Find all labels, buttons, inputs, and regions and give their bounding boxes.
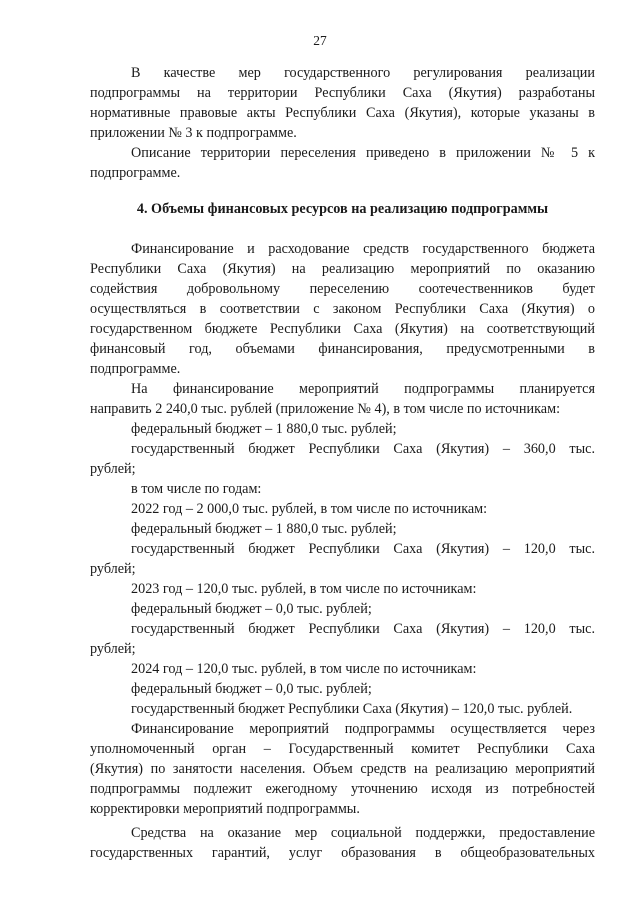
text-line: подпрограммы на территории Республики Саха (Якутия) разработаны (90, 85, 595, 101)
text-line: рублей; (90, 461, 136, 477)
text-line: государственный бюджет Республики Саха (Якутия) – 120,0 тыс. (131, 621, 595, 637)
text-line: Финансирование мероприятий подпрограммы осуществляется через (131, 721, 595, 737)
text-line: финансовый год, объемами финансирования, предусмотренными в (90, 341, 595, 357)
text-line: государственный бюджет Республики Саха (Якутия) – 360,0 тыс. (131, 441, 595, 457)
page-number: 27 (313, 33, 327, 48)
text-line: корректировки мероприятий подпрограммы. (90, 801, 360, 817)
text-line: рублей; (90, 561, 136, 577)
text-line: Республики Саха (Якутия) на реализацию мероприятий по оказанию (90, 261, 595, 277)
text-line: в том числе по годам: (131, 481, 262, 497)
text-line: федеральный бюджет – 0,0 тыс. рублей; (131, 681, 372, 697)
text-line: В качестве мер государственного регулирования реализации (131, 65, 595, 81)
text-line: осуществляться в соответствии с законом Республики Саха (Якутия) о (90, 301, 595, 317)
text-line: 2023 год – 120,0 тыс. рублей, в том числе по источникам: (131, 581, 477, 597)
text-line: уполномоченный орган – Государственный комитет Республики Саха (90, 741, 595, 757)
text-line: рублей; (90, 641, 136, 657)
text-line: федеральный бюджет – 1 880,0 тыс. рублей; (131, 521, 397, 537)
text-line: (Якутия) по занятости населения. Объем средств на реализацию мероприятий (90, 761, 595, 777)
text-line: Средства на оказание мер социальной поддержки, предоставление (131, 825, 595, 841)
text-line: федеральный бюджет – 1 880,0 тыс. рублей; (131, 421, 397, 437)
text-line: государственный бюджет Республики Саха (Якутия) – 120,0 тыс. рублей. (131, 701, 573, 717)
text-line: направить 2 240,0 тыс. рублей (приложение № 4), в том числе по источникам: (90, 401, 561, 417)
text-line: 2024 год – 120,0 тыс. рублей, в том числе по источникам: (131, 661, 477, 677)
text-line: подпрограммы подлежит ежегодному уточнению исходя из потребностей (90, 781, 595, 797)
text-line: Описание территории переселения приведено в приложении № 5 к (131, 145, 595, 161)
text-line: На финансирование мероприятий подпрограммы планируется (131, 381, 595, 397)
text-line: подпрограмме. (90, 165, 181, 181)
section-heading: 4. Объемы финансовых ресурсов на реализацию подпрограммы (136, 201, 549, 217)
text-line: нормативные правовые акты Республики Саха (Якутия), которые указаны в (90, 105, 595, 121)
text-line: федеральный бюджет – 0,0 тыс. рублей; (131, 601, 372, 617)
text-line: 2022 год – 2 000,0 тыс. рублей, в том числе по источникам: (131, 501, 488, 517)
text-line: содействия добровольному переселению соотечественников будет (90, 281, 595, 297)
text-line: приложении № 3 к подпрограмме. (90, 125, 297, 141)
text-line: государственный бюджет Республики Саха (Якутия) – 120,0 тыс. (131, 541, 595, 557)
text-line: Финансирование и расходование средств государственного бюджета (131, 241, 595, 257)
text-line: государственном бюджете Республики Саха (Якутия) на соответствующий (90, 321, 595, 337)
text-line: государственных гарантий, услуг образования в общеобразовательных (90, 845, 595, 861)
text-line: подпрограмме. (90, 361, 181, 377)
